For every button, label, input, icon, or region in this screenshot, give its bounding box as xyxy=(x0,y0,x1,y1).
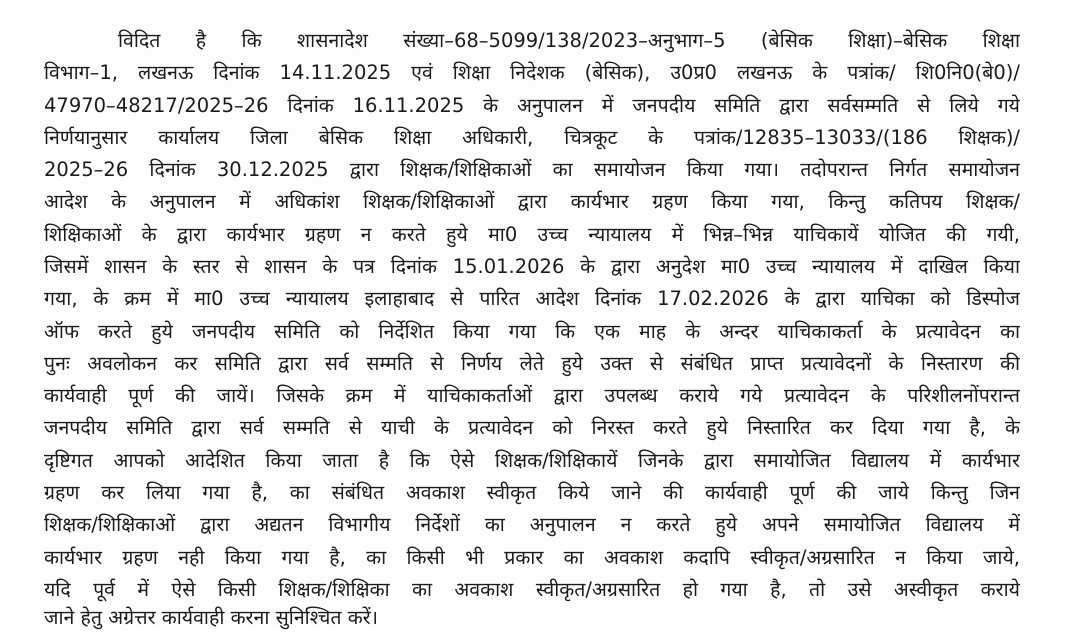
paragraph-line: ऑफ करते हुये जनपदीय समिति को निर्देशित किया गया कि एक माह के अन्दर याचिकाकर्ता के प्रत्यावेदन का xyxy=(44,320,1020,343)
paragraph-line: जाने हेतु अग्रेत्तर कार्यवाही करना सुनिश्चित करें। xyxy=(44,606,379,629)
paragraph-line: गया, के क्रम में मा0 उच्च न्यायालय इलाहाबाद से पारित आदेश दिनांक 17.02.2026 के द्वारा याचिका को डिस्पोज xyxy=(44,287,1020,310)
paragraph-line: शिक्षक/शिक्षिकाओं द्वारा अद्यतन विभागीय निर्देशों का अनुपालन न करते हुये अपने समायोजित विद्यालय में xyxy=(44,513,1020,536)
paragraph-line: 47970–48217/2025–26 दिनांक 16.11.2025 के अनुपालन में जनपदीय समिति द्वारा सर्वसम्मति से लिये गये xyxy=(44,94,1020,117)
paragraph-line: निर्णयानुसार कार्यालय जिला बेसिक शिक्षा अधिकारी, चित्रकूट के पत्रांक/12835–13033/(186 शिक्षक)/ xyxy=(44,126,1020,149)
paragraph-line: विदित है कि शासनादेश संख्या–68–5099/138/2023–अनुभाग–5 (बेसिक शिक्षा)–बेसिक शिक्षा xyxy=(118,29,1020,52)
paragraph-line: कार्यभार ग्रहण नही किया गया है, का किसी भी प्रकार का अवकाश कदापि स्वीकृत/अग्रसारित न किया जाये, xyxy=(44,546,1020,569)
paragraph-line: पुनः अवलोकन कर समिति द्वारा सर्व सम्मति से निर्णय लेते हुये उक्त से संबंधित प्राप्त प्रत्यावेदनों के निस्तारण की xyxy=(44,352,1020,375)
paragraph-line: जिसमें शासन के स्तर से शासन के पत्र दिनांक 15.01.2026 के द्वारा अनुदेश मा0 उच्च न्यायालय में दाखिल किया xyxy=(44,255,1020,278)
paragraph-line: शिक्षिकाओं के द्वारा कार्यभार ग्रहण न करते हुये मा0 उच्च न्यायालय में भिन्न–भिन्न याचिकायें योजित की गयी, xyxy=(44,223,1020,246)
paragraph-line: दृष्टिगत आपको आदेशित किया जाता है कि ऐसे शिक्षक/शिक्षिकायें जिनके द्वारा समायोजित विद्यालय में कार्यभार xyxy=(44,449,1020,472)
paragraph-line: आदेश के अनुपालन में अधिकांश शिक्षक/शिक्षिकाओं द्वारा कार्यभार ग्रहण किया गया, किन्तु कतिपय शिक्षक/ xyxy=(44,190,1020,213)
paragraph-line: यदि पूर्व में ऐसे किसी शिक्षक/शिक्षिका का अवकाश स्वीकृत/अग्रसारित हो गया है, तो उसे अस्वीकृत कराये xyxy=(44,578,1020,601)
paragraph-line: ग्रहण कर लिया गया है, का संबंधित अवकाश स्वीकृत किये जाने की कार्यवाही पूर्ण की जाये किन्तु जिन xyxy=(44,481,1020,504)
paragraph-line: विभाग–1, लखनऊ दिनांक 14.11.2025 एवं शिक्षा निदेशक (बेसिक), उ0प्र0 लखनऊ के पत्रांक/ शि0नि0(बे0)/ xyxy=(44,61,1020,84)
paragraph-line: जनपदीय समिति द्वारा सर्व सम्मति से याची के प्रत्यावेदन को निरस्त करते हुये निस्तारित कर दिया गया है, के xyxy=(44,416,1020,439)
paragraph-line: कार्यवाही पूर्ण की जायें। जिसके क्रम में याचिकाकर्ताओं द्वारा उपलब्ध कराये गये प्रत्यावेदन के परिशीलनोंपरान्त xyxy=(44,384,1020,407)
paragraph-line: 2025–26 दिनांक 30.12.2025 द्वारा शिक्षक/शिक्षिकाओं का समायोजन किया गया। तदोपरान्त निर्गत समायोजन xyxy=(44,158,1020,181)
